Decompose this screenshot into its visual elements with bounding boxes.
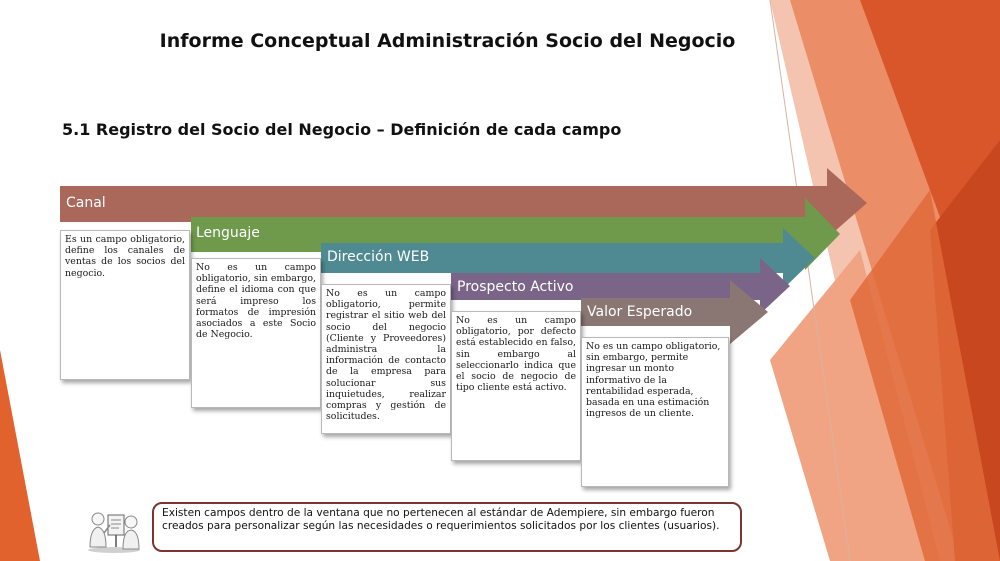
card-direccion-web: No es un campo obligatorio, permite registrar el sitio web del socio del negocio (Cliente y Proveedores) administra la información de contacto de la empresa para solucionar sus inquietudes, realizar compras y gestión de solicitudes. [321,284,451,434]
page-title: Informe Conceptual Administración Socio del Negocio [159,30,736,52]
label-lenguaje: Lenguaje [196,225,260,241]
card-canal: Es un campo obligatorio, define los canales de ventas de los socios del negocio. [60,230,190,380]
label-valor-esperado: Valor Esperado [587,304,693,320]
label-direccion-web: Dirección WEB [327,249,430,265]
card-lenguaje: No es un campo obligatorio, sin embargo, define el idioma con que será impreso los formatos de impresión asociados a este Socio de Negocio. [191,258,321,408]
people-presentation-icon [84,507,144,553]
card-valor-esperado: No es un campo obligatorio, sin embargo, permite ingresar un monto informativo de la rentabilidad esperada, basada en una estimación ingresos de un cliente. [581,337,729,487]
label-prospecto-activo: Prospecto Activo [457,279,574,295]
section-subtitle: 5.1 Registro del Socio del Negocio – Definición de cada campo [62,120,622,139]
label-canal: Canal [66,195,106,211]
card-prospecto-activo: No es un campo obligatorio, por defecto está establecido en falso, sin embargo al seleccionarlo indica que el socio de negocio de tipo cliente está activo. [451,311,581,461]
footnote-box: Existen campos dentro de la ventana que no pertenecen al estándar de Adempiere, sin embargo fueron creados para personalizar según las necesidades o requerimientos solicitados por los clientes (usuarios). [152,502,742,552]
